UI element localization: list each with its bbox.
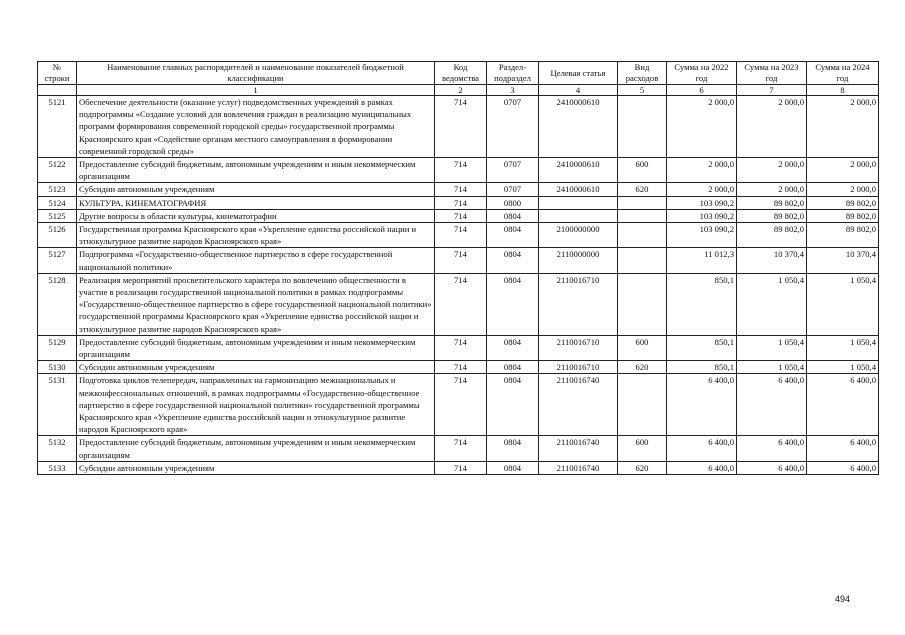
name-cell: Обеспечение деятельности (оказание услуг) подведомственных учреждений в рамках подпрограммы «Создание условий для вовлечения граждан в реализацию муниципальных программ формирования современной городской среды» государственной программы Красноярского края «Содействие органам местного самоуправления в формировании современной городской среды» [77, 96, 435, 158]
header-section: Раздел-подраздел [487, 62, 539, 85]
column-number-row [38, 85, 879, 96]
target-item-cell: 2110016740 [539, 461, 618, 474]
section-cell: 0707 [487, 158, 539, 183]
name-cell: Государственная программа Красноярского края «Укрепление единства российской нации и этнокультурное развитие народов Красноярского края» [77, 223, 435, 248]
header-row [38, 62, 879, 85]
section-cell: 0804 [487, 209, 539, 222]
sum-2024-cell: 2 000,0 [807, 96, 879, 158]
sum-2022-cell: 11 012,3 [667, 248, 737, 273]
target-item-cell: 2410000610 [539, 96, 618, 158]
sum-2022-cell: 2 000,0 [667, 96, 737, 158]
row-number-cell: 5131 [38, 374, 77, 436]
sum-2022-cell: 6 400,0 [667, 374, 737, 436]
target-item-cell [539, 196, 618, 209]
sum-2022-cell: 6 400,0 [667, 436, 737, 461]
sum-2024-cell: 89 802,0 [807, 209, 879, 222]
header-sum-2024: Сумма на 2024 год [807, 62, 879, 85]
expense-type-cell [618, 196, 667, 209]
sum-2022-cell: 6 400,0 [667, 461, 737, 474]
header-expense-type: Вид расходов [618, 62, 667, 85]
table-row [38, 158, 879, 183]
sum-2022-cell: 850,1 [667, 273, 737, 335]
table-row [38, 273, 879, 335]
table-row [38, 223, 879, 248]
sum-2023-cell: 2 000,0 [737, 183, 807, 196]
table-row [38, 196, 879, 209]
page-number: 494 [835, 594, 851, 604]
section-cell: 0804 [487, 273, 539, 335]
row-number-cell: 5122 [38, 158, 77, 183]
sum-2024-cell: 1 050,4 [807, 361, 879, 374]
sum-2024-cell: 6 400,0 [807, 436, 879, 461]
table-row [38, 183, 879, 196]
row-number-cell: 5129 [38, 335, 77, 360]
table-row [38, 361, 879, 374]
table-row [38, 436, 879, 461]
target-item-cell: 2110016710 [539, 273, 618, 335]
row-number-cell: 5123 [38, 183, 77, 196]
expense-type-cell: 600 [618, 436, 667, 461]
sum-2023-cell: 1 050,4 [737, 335, 807, 360]
dept-code-cell: 714 [435, 335, 487, 360]
name-cell: Субсидии автономным учреждениям [77, 461, 435, 474]
sum-2022-cell: 103 090,2 [667, 209, 737, 222]
section-cell: 0707 [487, 96, 539, 158]
table-row [38, 248, 879, 273]
sum-2022-cell: 850,1 [667, 335, 737, 360]
expense-type-cell [618, 248, 667, 273]
dept-code-cell: 714 [435, 223, 487, 248]
name-cell: Другие вопросы в области культуры, кинематографии [77, 209, 435, 222]
column-number: 7 [737, 85, 807, 96]
column-number: 6 [667, 85, 737, 96]
expense-type-cell: 600 [618, 335, 667, 360]
sum-2024-cell: 6 400,0 [807, 461, 879, 474]
expense-type-cell [618, 223, 667, 248]
dept-code-cell: 714 [435, 361, 487, 374]
target-item-cell [539, 209, 618, 222]
sum-2023-cell: 1 050,4 [737, 361, 807, 374]
dept-code-cell: 714 [435, 436, 487, 461]
dept-code-cell: 714 [435, 183, 487, 196]
table-row [38, 374, 879, 436]
table-row [38, 461, 879, 474]
name-cell: Предоставление субсидий бюджетным, автономным учреждениям и иным некоммерческим организациям [77, 335, 435, 360]
sum-2023-cell: 6 400,0 [737, 461, 807, 474]
name-cell: Предоставление субсидий бюджетным, автономным учреждениям и иным некоммерческим организациям [77, 436, 435, 461]
section-cell: 0800 [487, 196, 539, 209]
sum-2024-cell: 2 000,0 [807, 183, 879, 196]
sum-2023-cell: 6 400,0 [737, 374, 807, 436]
sum-2022-cell: 103 090,2 [667, 196, 737, 209]
sum-2024-cell: 10 370,4 [807, 248, 879, 273]
target-item-cell: 2110016710 [539, 361, 618, 374]
target-item-cell: 2110016740 [539, 374, 618, 436]
sum-2023-cell: 89 802,0 [737, 209, 807, 222]
target-item-cell: 2410000610 [539, 183, 618, 196]
name-cell: Субсидии автономным учреждениям [77, 183, 435, 196]
sum-2024-cell: 89 802,0 [807, 223, 879, 248]
column-number [38, 85, 77, 96]
column-number: 5 [618, 85, 667, 96]
dept-code-cell: 714 [435, 196, 487, 209]
row-number-cell: 5126 [38, 223, 77, 248]
expense-type-cell: 620 [618, 361, 667, 374]
name-cell: Подпрограмма «Государственно-общественное партнерство в сфере государственной национальной политики» [77, 248, 435, 273]
name-cell: Реализация мероприятий просветительского характера по вовлечению общественности в участие в реализации государственной национальной политики в рамках подпрограммы «Государственно-общественное партнерство в сфере государственной национальной политики» государственной программы Красноярского края «Укрепление единства российской нации и этнокультурное развитие народов Красноярского края» [77, 273, 435, 335]
sum-2023-cell: 1 050,4 [737, 273, 807, 335]
header-sum-2022: Сумма на 2022 год [667, 62, 737, 85]
header-sum-2023: Сумма на 2023 год [737, 62, 807, 85]
table-row [38, 209, 879, 222]
sum-2022-cell: 2 000,0 [667, 183, 737, 196]
row-number-cell: 5125 [38, 209, 77, 222]
expense-type-cell [618, 96, 667, 158]
sum-2024-cell: 6 400,0 [807, 374, 879, 436]
header-row-number: № строки [38, 62, 77, 85]
expense-type-cell: 620 [618, 183, 667, 196]
sum-2023-cell: 2 000,0 [737, 158, 807, 183]
section-cell: 0804 [487, 461, 539, 474]
row-number-cell: 5121 [38, 96, 77, 158]
target-item-cell: 2110016740 [539, 436, 618, 461]
row-number-cell: 5128 [38, 273, 77, 335]
row-number-cell: 5124 [38, 196, 77, 209]
expense-type-cell [618, 374, 667, 436]
header-name: Наименование главных распорядителей и наименование показателей бюджетной классификации [77, 62, 435, 85]
target-item-cell: 2410000610 [539, 158, 618, 183]
section-cell: 0804 [487, 223, 539, 248]
sum-2023-cell: 2 000,0 [737, 96, 807, 158]
sum-2022-cell: 103 090,2 [667, 223, 737, 248]
dept-code-cell: 714 [435, 158, 487, 183]
budget-table [37, 61, 879, 475]
sum-2024-cell: 1 050,4 [807, 335, 879, 360]
target-item-cell: 2110000000 [539, 248, 618, 273]
expense-type-cell [618, 209, 667, 222]
name-cell: Подготовка циклов телепередач, направленных на гармонизацию межнациональных и межконфессиональных отношений, в рамках подпрограммы «Государственно-общественное партнерство в сфере государственной национальной политики» государственной программы Красноярского края «Укрепление единства российской нации и этнокультурное развитие народов Красноярского края» [77, 374, 435, 436]
header-dept-code: Код ведомства [435, 62, 487, 85]
row-number-cell: 5127 [38, 248, 77, 273]
row-number-cell: 5132 [38, 436, 77, 461]
header-target-item: Целевая статья [539, 62, 618, 85]
sum-2024-cell: 2 000,0 [807, 158, 879, 183]
column-number: 8 [807, 85, 879, 96]
dept-code-cell: 714 [435, 96, 487, 158]
dept-code-cell: 714 [435, 209, 487, 222]
sum-2022-cell: 850,1 [667, 361, 737, 374]
dept-code-cell: 714 [435, 461, 487, 474]
target-item-cell: 2110016710 [539, 335, 618, 360]
table-row [38, 335, 879, 360]
sum-2023-cell: 10 370,4 [737, 248, 807, 273]
name-cell: Субсидии автономным учреждениям [77, 361, 435, 374]
target-item-cell: 2100000000 [539, 223, 618, 248]
sum-2024-cell: 89 802,0 [807, 196, 879, 209]
column-number: 1 [77, 85, 435, 96]
section-cell: 0804 [487, 436, 539, 461]
expense-type-cell [618, 273, 667, 335]
dept-code-cell: 714 [435, 374, 487, 436]
column-number: 2 [435, 85, 487, 96]
dept-code-cell: 714 [435, 248, 487, 273]
section-cell: 0804 [487, 361, 539, 374]
sum-2022-cell: 2 000,0 [667, 158, 737, 183]
name-cell: Предоставление субсидий бюджетным, автономным учреждениям и иным некоммерческим организациям [77, 158, 435, 183]
sum-2023-cell: 89 802,0 [737, 196, 807, 209]
name-cell: КУЛЬТУРА, КИНЕМАТОГРАФИЯ [77, 196, 435, 209]
section-cell: 0804 [487, 335, 539, 360]
sum-2023-cell: 89 802,0 [737, 223, 807, 248]
row-number-cell: 5133 [38, 461, 77, 474]
section-cell: 0707 [487, 183, 539, 196]
sum-2023-cell: 6 400,0 [737, 436, 807, 461]
table-row [38, 96, 879, 158]
sum-2024-cell: 1 050,4 [807, 273, 879, 335]
section-cell: 0804 [487, 374, 539, 436]
section-cell: 0804 [487, 248, 539, 273]
row-number-cell: 5130 [38, 361, 77, 374]
expense-type-cell: 620 [618, 461, 667, 474]
column-number: 3 [487, 85, 539, 96]
column-number: 4 [539, 85, 618, 96]
dept-code-cell: 714 [435, 273, 487, 335]
expense-type-cell: 600 [618, 158, 667, 183]
